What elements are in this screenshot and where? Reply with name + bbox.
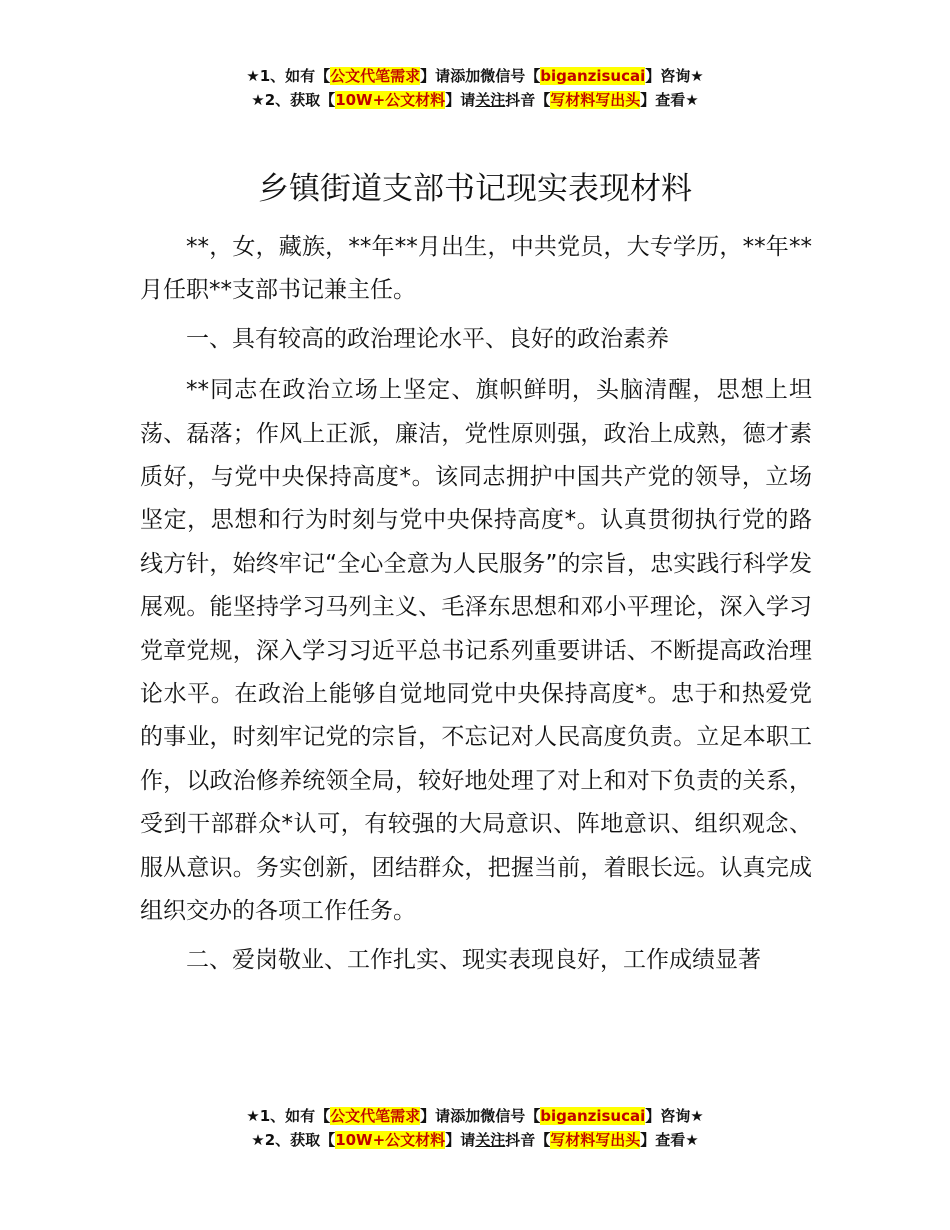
banner-line-2 <box>0 88 950 112</box>
banner-highlight: 公文代笔需求 <box>330 1107 421 1125</box>
paragraph-intro: **，女，藏族，**年**月出生，中共党员，大专学历，**年**月任职**支部书记兼主任。 <box>140 234 812 304</box>
banner-text: ★1、如有【 <box>246 67 331 85</box>
document-title: 乡镇街道支部书记现实表现材料 <box>258 171 692 207</box>
paragraph-section-1: **同志在政治立场上坚定、旗帜鲜明，头脑清醒，思想上坦荡、磊落；作风上正派，廉洁，党性原则强，政治上成熟，德才素质好，与党中央保持高度*。该同志拥护中国共产党的领导，立场坚定，思想和行为时刻与党中央保持高度*。认真贯彻执行党的路线方针，始终牢记“全心全意为人民服务”的宗旨，忠实践行科学发展观。能坚持学习马列主义、毛泽东思想和邓小平理论，深入学习党章党规，深入学习习近平总书记系列重要讲话、不断提高政治理论水平。在政治上能够自觉地同党中央保持高度*。忠于和热爱党的事业，时刻牢记党的宗旨，不忘记对人民高度负责。立足本职工作，以政治修养统领全局，较好地处理了对上和对下负责的关系，受到干部群众*认可，有较强的大局意识、阵地意识、组织观念、服从意识。务实创新，团结群众，把握当前，着眼长远。认真完成组织交办的各项工作任务。 <box>140 377 812 925</box>
banner-emphasis: 添加 <box>450 67 481 85</box>
banner-text: 微信号【 <box>480 67 541 85</box>
banner-line-1 <box>0 1104 950 1128</box>
section-heading-1: 一、具有较高的政治理论水平、良好的政治素养 <box>186 325 669 352</box>
header-banner <box>0 64 950 112</box>
banner-text: 】请 <box>445 1131 476 1149</box>
banner-text: 】查看★ <box>640 91 699 109</box>
banner-highlight: 10W+公文材料 <box>335 91 446 109</box>
banner-line-2 <box>0 1128 950 1152</box>
banner-text: 抖音【 <box>505 1131 551 1149</box>
section-heading-2: 二、爱岗敬业、工作扎实、现实表现良好，工作成绩显著 <box>186 946 761 973</box>
banner-highlight: 写材料写出头 <box>550 1131 641 1149</box>
banner-text: 】请 <box>420 1107 451 1125</box>
banner-emphasis: 关注 <box>475 91 506 109</box>
banner-text: 】咨询★ <box>645 67 704 85</box>
banner-text: 】查看★ <box>640 1131 699 1149</box>
banner-text: 】请 <box>445 91 476 109</box>
banner-text: ★2、获取【 <box>251 91 336 109</box>
banner-highlight: biganzisucai <box>540 67 646 85</box>
banner-text: ★1、如有【 <box>246 1107 331 1125</box>
banner-text: 】请 <box>420 67 451 85</box>
banner-highlight: 写材料写出头 <box>550 91 641 109</box>
banner-text: ★2、获取【 <box>251 1131 336 1149</box>
banner-line-1 <box>0 64 950 88</box>
banner-highlight: 10W+公文材料 <box>335 1131 446 1149</box>
banner-highlight: biganzisucai <box>540 1107 646 1125</box>
banner-text: 微信号【 <box>480 1107 541 1125</box>
banner-emphasis: 添加 <box>450 1107 481 1125</box>
banner-highlight: 公文代笔需求 <box>330 67 421 85</box>
footer-banner <box>0 1104 950 1152</box>
banner-text: 抖音【 <box>505 91 551 109</box>
document-body <box>140 226 812 990</box>
banner-emphasis: 关注 <box>475 1131 506 1149</box>
banner-text: 】咨询★ <box>645 1107 704 1125</box>
